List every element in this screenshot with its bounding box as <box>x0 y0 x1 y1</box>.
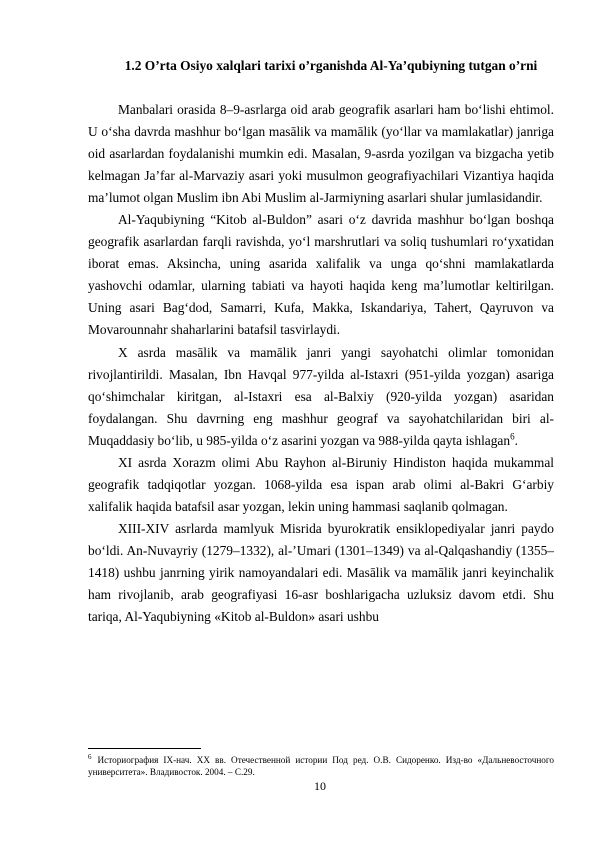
paragraph-3-end: . <box>514 432 518 448</box>
footnote <box>88 754 554 778</box>
footnote-divider <box>88 748 201 749</box>
paragraph-5: XIII-XIV asrlarda mamlyuk Misrida byurokratik ensiklopediyalar janri paydo bo‘ldi. An-Nuvayriy (1279–1332), al-’Umari (1301–1349) va al-Qalqashandiy (1355–1418) ushbu janrning yirik namoyandalari edi. Masālik va mamālik janri keyinchalik ham rivojlanib, arab geografiyasi 16-asr boshlarigacha uzluksiz davom etdi. Shu tariqa, Al-Yaqubiyning «Kitob al-Buldon» asari ushbu <box>88 520 554 625</box>
paragraph-2: Al-Yaqubiyning “Kitob al-Buldon” asari o‘z davrida mashhur bo‘lgan boshqa geografik asarlardan farqli ravishda, yo‘l marshrutlari va soliq tushumlari ro‘yxatidan iborat emas. Aksincha, uning asarida xalifalik va unga qo‘shni mamlakatlarda yashovchi odamlar, ularning tabiati va hayoti haqida keng ma’lumotlar keltirilgan. Uning asari Bag‘dod, Samarri, Kufa, Makka, Iskandariya, Tahert, Qayruvon va Movarounnahr shaharlarini batafsil tasvirlaydi. <box>88 212 554 338</box>
body-text <box>88 99 554 628</box>
paragraph-4: XI asrda Xorazm olimi Abu Rayhon al-Biruniy Hindiston haqida mukammal geografik tadqiqotlar yozgan. 1068-yilda esa ispan arab olimi al-Bakri G‘arbiy xalifalik haqida batafsil asar yozgan, lekin uning hammasi saqlanib qolmagan. <box>88 454 554 514</box>
footnote-reference[interactable]: 6 <box>510 431 515 442</box>
footnote-number: 6 <box>88 752 92 761</box>
page-number: 10 <box>314 779 326 793</box>
paragraph-1: Manbalari orasida 8–9-asrlarga oid arab geografik asarlari ham bo‘lishi ehtimol. U o‘sha davrda mashhur bo‘lgan masālik va mamālik (yo‘llar va mamlakatlar) janriga oid asarlardan foydalanishi mumkin edi. Masalan, 9-asrda yozilgan va bizgacha yetib kelmagan Ja’far al-Marvaziy asari yoki musulmon geografiyachilari Vizantiya haqida ma’lumot olgan Muslim ibn Abi Muslim al-Jarmiyning asarlari shular jumlasidandir. <box>88 102 554 206</box>
paragraph-3-text: X asrda masālik va mamālik janri yangi sayohatchi olimlar tomonidan rivojlantirildi. Masalan, Ibn Havqal 977-yilda al-Istaxri (951-yilda yozgan) asariga qo‘shimchalar kiritgan, al-Istaxri esa al-Balxiy (920-yilda yozgan) asaridan foydalangan. Shu davrning eng mashhur geograf va sayohatchilaridan biri al-Muqaddasiy bo‘lib, u 985-yilda o‘z asarini yozgan va 988-yilda qayta ishlagan <box>88 344 554 448</box>
section-heading: 1.2 O’rta Osiyo xalqlari tarixi o’rganishda Al-Ya’qubiyning tutgan o’rni <box>124 58 538 73</box>
paragraph-3 <box>88 342 554 452</box>
footnote-text: Историография IX-нач. XX вв. Отечественной истории Под ред. О.В. Сидоренко. Изд-во «Дальневосточного университета». Владивосток. 2004. – С.29. <box>88 755 554 777</box>
